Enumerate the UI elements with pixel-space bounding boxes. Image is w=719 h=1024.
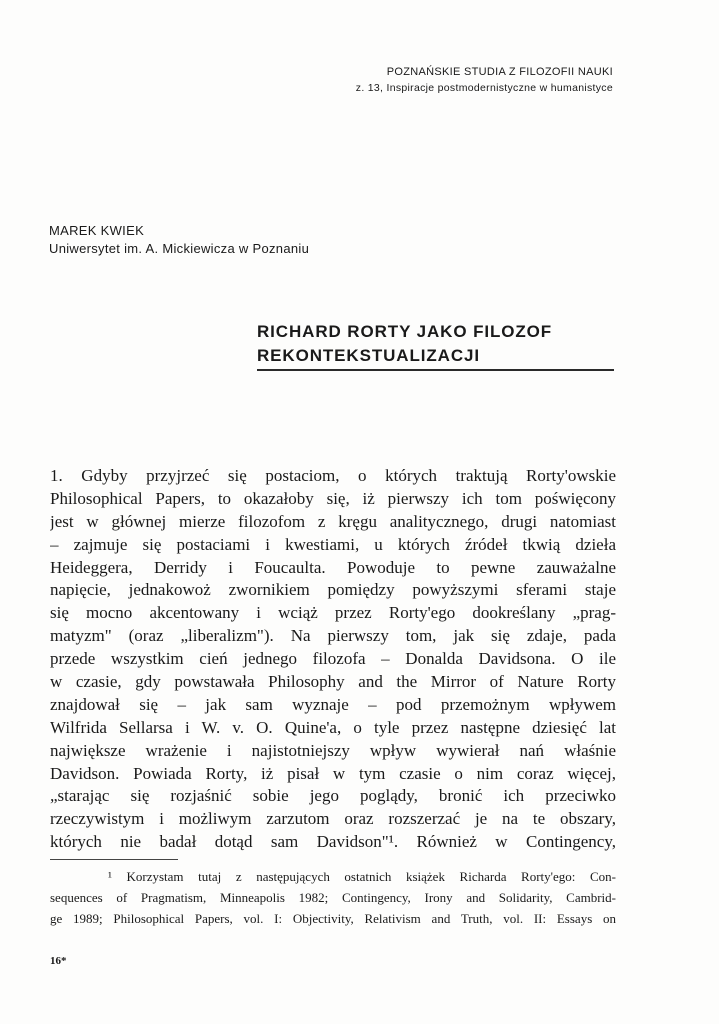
article-title	[257, 320, 617, 368]
article-title-line-2: REKONTEKSTUALIZACJI	[257, 346, 480, 365]
body-line: 1. Gdyby przyjrzeć się postaciom, o których traktują Rorty'owskie	[50, 466, 616, 485]
article-title-line-1: RICHARD RORTY JAKO FILOZOF	[257, 322, 553, 341]
footnote-line: ¹ Korzystam tutaj z następujących ostatnich książek Richarda Rorty'ego: Con-	[108, 869, 616, 884]
body-line: – zajmuje się postaciami i kwestiami, u których źródeł tkwią dzieła	[50, 534, 616, 554]
footnote-line: sequences of Pragmatism, Minneapolis 1982; Contingency, Irony and Solidarity, Cambrid-	[50, 890, 616, 905]
body-paragraph	[50, 465, 616, 854]
footnote	[50, 866, 616, 929]
body-line: Philosophical Papers, to okazałoby się, iż pierwszy ich tom poświęcony	[50, 488, 616, 508]
body-line: matyzm" (oraz „liberalizm"). Na pierwszy tom, jak się zdaje, pada	[50, 626, 616, 646]
author-affiliation: Uniwersytet im. A. Mickiewicza w Poznaniu	[49, 241, 310, 256]
journal-issue: z. 13, Inspiracje postmodernistyczne w humanistyce	[355, 82, 613, 94]
journal-name: POZNAŃSKIE STUDIA Z FILOZOFII NAUKI	[386, 66, 613, 78]
footnote-separator	[50, 859, 178, 860]
body-line: rzeczywistym i możliwym zarzutom oraz rozszerzać je na te obszary,	[50, 809, 616, 829]
body-line: jest w głównej mierze filozofom z kręgu analitycznego, drugi natomiast	[50, 511, 616, 531]
body-line: napięcie, jednakowoż zwornikiem pomiędzy powyższymi sferami staje	[50, 580, 616, 600]
body-line: „starając się rozjaśnić sobie jego poglądy, bronić ich przeciwko	[50, 786, 616, 806]
body-line: największe wrażenie i najistotniejszy wpływ wywierał nań właśnie	[50, 740, 616, 760]
author-name: MAREK KWIEK	[49, 223, 145, 238]
printer-signature: 16*	[50, 955, 67, 967]
footnote-line: ge 1989; Philosophical Papers, vol. I: Objectivity, Relativism and Truth, vol. II: Essays on	[50, 911, 616, 926]
body-line: w czasie, gdy powstawała Philosophy and the Mirror of Nature Rorty	[50, 672, 616, 692]
author-block	[49, 222, 309, 258]
body-line: się mocno akcentowany i wciąż przez Rorty'ego dookreślany „prag-	[50, 603, 616, 623]
body-line: przede wszystkim cień jednego filozofa – Donalda Davidsona. O ile	[50, 649, 616, 669]
body-line: Heideggera, Derridy i Foucaulta. Powoduje to pewne zauważalne	[50, 557, 616, 577]
body-line: Wilfrida Sellarsa i W. v. O. Quine'a, o tyle przez następne dziesięć lat	[50, 717, 616, 737]
title-underline	[257, 369, 614, 371]
body-line: Davidson. Powiada Rorty, iż pisał w tym czasie o nim coraz więcej,	[50, 763, 616, 783]
journal-header	[356, 64, 613, 96]
body-line: znajdował się – jak sam wyznaje – pod przemożnym wpływem	[50, 694, 616, 714]
body-line: których nie badał dotąd sam Davidson"¹. Również w Contingency,	[50, 832, 616, 852]
